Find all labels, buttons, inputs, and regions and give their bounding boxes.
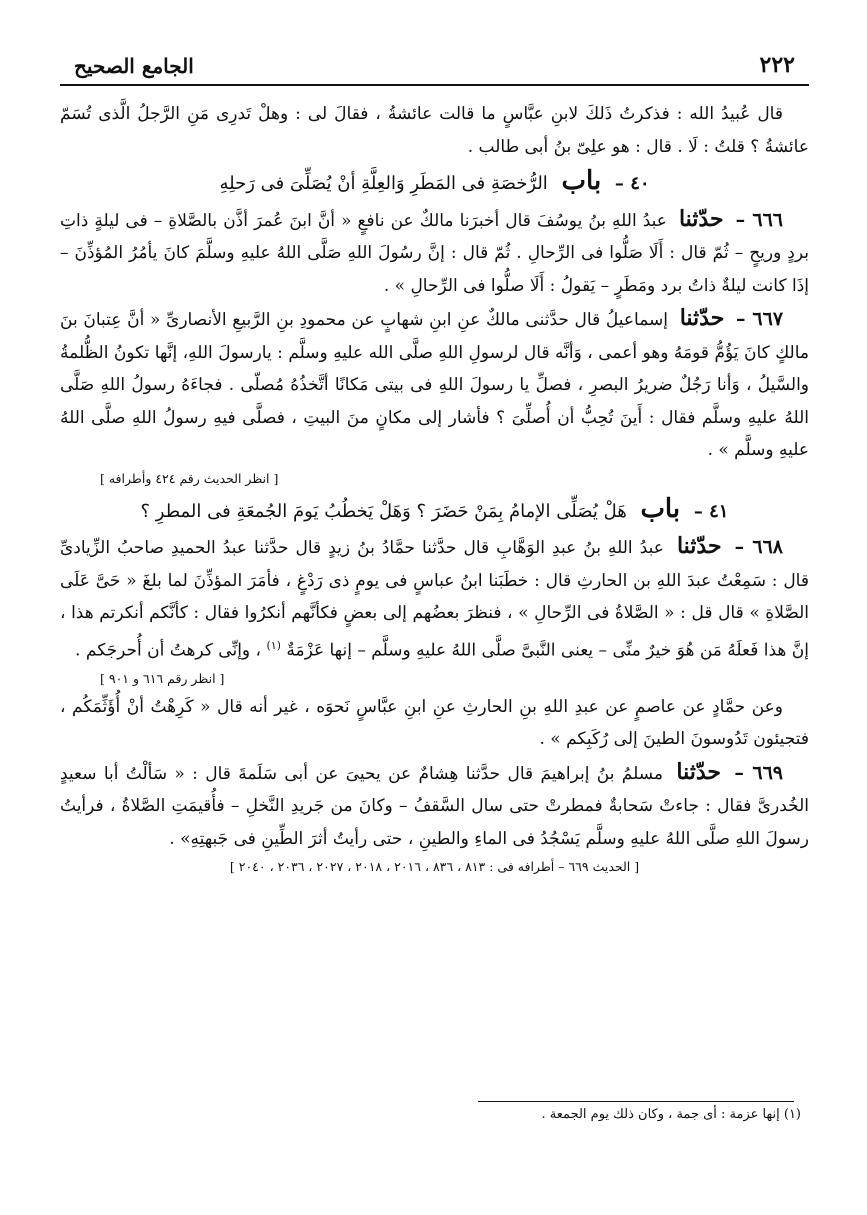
hadith-number: ٦٦٨ –: [734, 536, 784, 558]
cross-reference: [ انظر الحديث رقم ٤٢٤ وأطرافه ]: [100, 470, 279, 486]
haddathana-label: حدّثنا: [676, 533, 722, 559]
haddathana-label: حدّثنا: [678, 205, 724, 232]
hadith-668: [60, 530, 809, 667]
page-number: ٢٢٢: [759, 52, 795, 78]
page-body: [60, 98, 809, 879]
chapter-heading-40: [60, 165, 809, 201]
hadith-text: مسلمُ بنُ إبراهيمَ قال حدَّثنا هِشامٌ عن يحيىَ عن أبى سَلَمةَ قال : « سَألْتُ أبا سعيدٍ الخُدرىَّ فقال : جاءتْ سَحابةٌ فمطرتْ حتى سال السَّقفُ – وكانَ من جَريدِ النَّخلِ – فأُقيمَتِ الصَّلاةُ ، فرأيتُ رسولَ اللهِ صلَّى اللهُ عليهِ وسلَّم يَسْجُدُ فى الماءِ والطينِ ، حتى رأيتُ أثرَ الطِّينِ فى جَبهتِهِ» .: [60, 763, 809, 849]
hadith-text: إسماعيلُ قال حدَّثنى مالكٌ عنِ ابنِ شهابٍ عن محمودِ بنِ الرَّبيعِ الأنصارىِّ « أنَّ عِتبانَ بنَ مالكٍ كانَ يَؤُمُّ قومَهُ وهو أعمى ، وَأنَّه قال لرسولِ اللهِ صلَّى الله عليهِ وسلَّم : يارسولَ اللهِ، إنَّها تكونُ الظُّلمةُ والسَّيلُ ، وَأنا رَجُلٌ ضريرُ البصرِ ، فصلِّ يا رسولَ اللهِ فى بيتى مَكانًا أتَّخذُهُ مُصلّى . فجاءَهُ رسولُ اللهِ صَلَّى اللهُ عليهِ وسلَّم فقال : أَينَ تُحِبُّ أن أُصلِّىَ ؟ فأشار إلى مكانٍ منَ البيتِ ، فصلَّى فيهِ رسولُ اللهِ صلَّى اللهُ عليهِ وسلَّم » .: [60, 310, 809, 460]
chapter-title: هَلْ يُصَلِّى الإمامُ بِمَنْ حَضَرَ ؟ وَهَلْ يَخطُبُ يَومَ الجُمعَةِ فى المطرِ ؟: [140, 500, 627, 522]
footnote-marker[interactable]: (١): [266, 638, 281, 652]
chapter-bab-label: باب: [561, 166, 602, 196]
intro-paragraph: [60, 98, 809, 163]
footnote-text: إنها عزمة : أى جمة ، وكان ذلك يوم الجمعة .: [541, 1107, 780, 1122]
chapter-heading-41: [60, 493, 809, 529]
hadith-667: [60, 302, 809, 467]
hadith-666: [60, 203, 809, 303]
cross-reference: [ الحديث ٦٦٩ – أطرافه فى : ٨١٣ ، ٨٣٦ ، ٢٠١٦ ، ٢٠١٨ ، ٢٠٢٧ ، ٢٠٣٦ ، ٢٠٤٠ ]: [229, 859, 640, 875]
haddathana-label: حدّثنا: [679, 305, 725, 331]
footnote-divider: [478, 1101, 794, 1102]
hadith-text: عبدُ اللهِ بنُ يوسُفَ قال أخبرَنا مالكٌ عن نافعٍ « أنَّ ابنَ عُمرَ أذَّن بالصَّلاةِ – فى ليلةٍ ذاتِ بردٍ وريحٍ – ثُمّ قال : أَلَا صَلُّوا فى الرِّحالِ . ثُمّ قال : إنَّ رسُولَ اللهِ صَلَّى اللهُ عليهِ وسلَّمَ كانَ يأمُرُ المُؤذِّنَ – إذَا كانت ليلةٌ ذاتُ برد ومَطَرٍ – يَقولُ : أَلَا صلُّوا فى الرِّحالِ » .: [60, 210, 809, 296]
chapter-number: ٤١ –: [693, 500, 729, 522]
haddathana-label: حدّثنا: [676, 758, 721, 785]
chapter-number: ٤٠ –: [614, 173, 650, 194]
continuation-text: وعن حمَّادٍ عن عاصمٍ عن عبدِ اللهِ بنِ الحارثِ عنِ ابنِ عبَّاسٍ نَحوَه ، غير أنه قال « كَرِهْتُ أنْ أُؤَثِّمَكُم ، فتجيئون تَدُوسونَ الطينَ إلى رُكَبِكم » .: [60, 696, 809, 750]
intro-text: قال عُبيدُ الله : فذكرتُ ذَلكَ لابنِ عبَّاسٍ ما قالت عائشةُ ، فقالَ لى : وهلْ تَدرِى مَنِ الرَّجلُ الَّذى تُسَمّ عائشةُ ؟ قلتُ : لَا . قال : هو علِىّ بنُ أبى طالب .: [60, 104, 809, 157]
chapter-bab-label: باب: [640, 493, 681, 524]
book-title: الجامع الصحيح: [74, 54, 194, 78]
hadith-number: ٦٦٩ –: [734, 761, 783, 784]
hadith-number: ٦٦٦ –: [735, 208, 784, 231]
running-head: [60, 52, 809, 86]
footnote-number: (١): [783, 1107, 801, 1122]
chapter-title: الرُّخصَةِ فى المَطَرِ وَالعِلَّةِ أنْ يُصَلِّىَ فى رَحلِهِ: [219, 173, 548, 194]
hadith-text-end: ، وإنِّى كرهتُ أن أُحرجَكم .: [75, 640, 262, 661]
footnote: [542, 1107, 801, 1122]
hadith-number: ٦٦٧ –: [736, 308, 784, 330]
continuation-paragraph: [60, 691, 809, 756]
cross-reference: [ انظر رقم ٦١٦ و ٩٠١ ]: [100, 670, 225, 686]
hadith-text: عبدُ اللهِ بنُ عبدِ الوَهَّابِ قال حدَّثنا حمَّادُ بنُ زيدٍ قال حدَّثنا عبدُ الحميدِ صاحبُ الزِّيادىِّ قال : سَمِعْتُ عبدَ اللهِ بن الحارثِ قال : خطَبَنا ابنُ عباسٍ فى يومٍ ذى رَدْغٍ ، فأمَرَ المؤذِّنَ لما بلغَ « حَىَّ عَلَى الصَّلاةِ » قال قل : « الصَّلاةُ فى الرِّحالِ » ، فنظرَ بعضُهم إلى بعضٍ فكأنَّهم أنكرُوا فقال : كأنَّكم أنكرتم هذا ، إنَّ هذا فَعلَهُ مَن هُوَ خيرٌ منِّى – يعنى النَّبىَّ صلَّى اللهُ عليهِ وسلَّم – إنها عَزْمَةٌ: [60, 538, 809, 661]
hadith-669: [60, 756, 809, 856]
